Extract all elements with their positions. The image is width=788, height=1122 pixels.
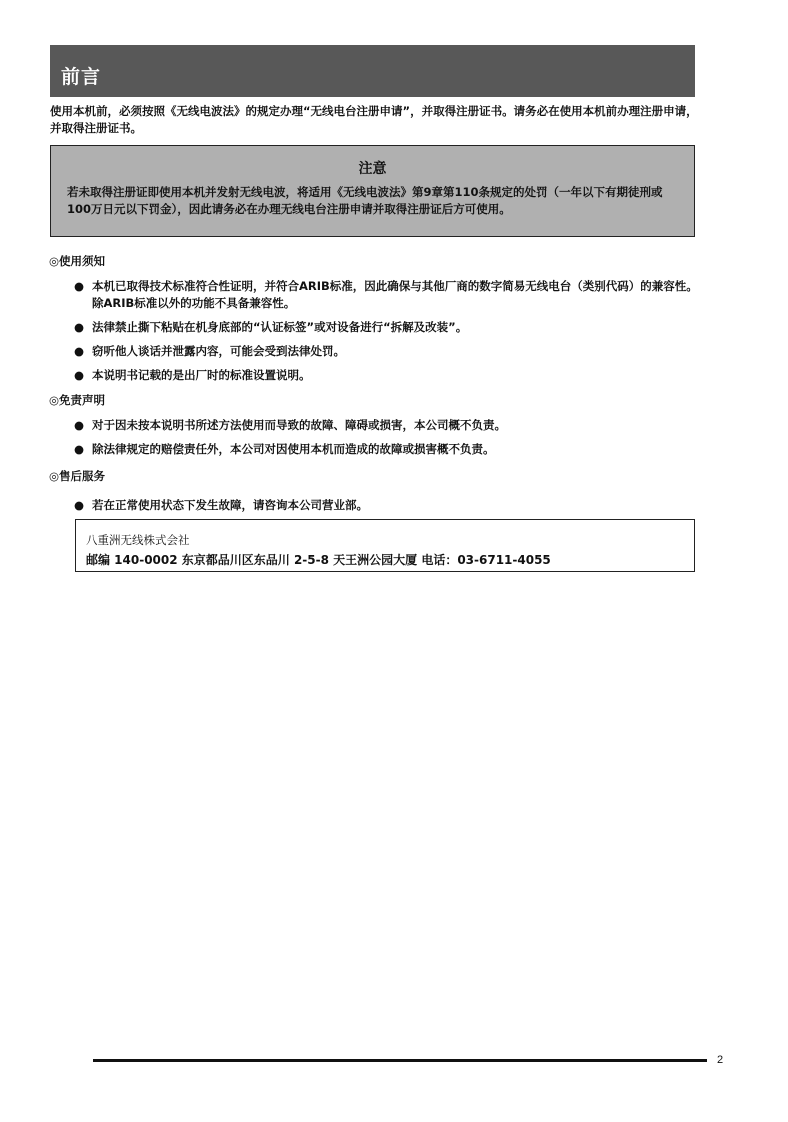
section-heading-disclaimer: ◎免责声明 — [49, 393, 106, 407]
list-item-text: 本说明书记载的是出厂时的标准设置说明。 — [92, 368, 311, 382]
bullet-icon: ● — [74, 320, 85, 334]
list-item — [72, 367, 708, 384]
disclaimer-list — [72, 417, 708, 465]
company-name: 八重洲无线株式会社 — [86, 533, 190, 547]
notice-body: 若未取得注册证即使用本机并发射无线电波，将适用《无线电波法》第9章第110条规定的处罚（一年以下有期徒刑或100万日元以下罚金），因此请务必在办理无线电台注册申请并取得注册证后方可使用。 — [67, 185, 663, 216]
section-heading-usage: ◎使用须知 — [49, 254, 106, 268]
list-item-text: 本机已取得技术标准符合性证明，并符合ARIB标准，因此确保与其他厂商的数字简易无线电台（类别代码）的兼容性。除ARIB标准以外的功能不具备兼容性。 — [92, 279, 698, 310]
list-item — [72, 319, 708, 336]
section-heading-service: ◎售后服务 — [49, 469, 106, 483]
notice-title: 注意 — [358, 161, 387, 177]
bullet-icon: ● — [74, 368, 85, 382]
page-title: 前言 — [61, 66, 102, 88]
list-item-text: 若在正常使用状态下发生故障，请咨询本公司营业部。 — [92, 498, 368, 512]
usage-notes-list — [72, 278, 708, 391]
title-bar — [50, 45, 695, 97]
list-item — [72, 278, 708, 312]
footer-rule — [93, 1059, 707, 1062]
list-item — [72, 417, 708, 434]
list-item-text: 窃听他人谈话并泄露内容，可能会受到法律处罚。 — [92, 344, 345, 358]
bullet-icon: ● — [74, 279, 85, 293]
bullet-icon: ● — [74, 344, 85, 358]
list-item-text: 对于因未按本说明书所述方法使用而导致的故障、障碍或损害，本公司概不负责。 — [92, 418, 506, 432]
list-item — [72, 343, 708, 360]
list-item — [72, 441, 708, 458]
contact-box — [75, 519, 695, 572]
company-address: 邮编 140-0002 东京都品川区东品川 2-5-8 天王洲公园大厦 电话：03-6711-4055 — [86, 553, 551, 567]
intro-paragraph: 使用本机前，必须按照《无线电波法》的规定办理“无线电台注册申请”，并取得注册证书。请务必在使用本机前办理注册申请，并取得注册证书。 — [50, 104, 698, 135]
list-item — [72, 497, 708, 514]
list-item-text: 法律禁止撕下粘贴在机身底部的“认证标签”或对设备进行“拆解及改装”。 — [92, 320, 468, 334]
bullet-icon: ● — [74, 498, 85, 512]
service-list — [72, 497, 708, 521]
bullet-icon: ● — [74, 442, 85, 456]
page-number: 2 — [717, 1054, 724, 1066]
notice-box — [50, 145, 695, 237]
bullet-icon: ● — [74, 418, 85, 432]
list-item-text: 除法律规定的赔偿责任外，本公司对因使用本机而造成的故障或损害概不负责。 — [92, 442, 495, 456]
